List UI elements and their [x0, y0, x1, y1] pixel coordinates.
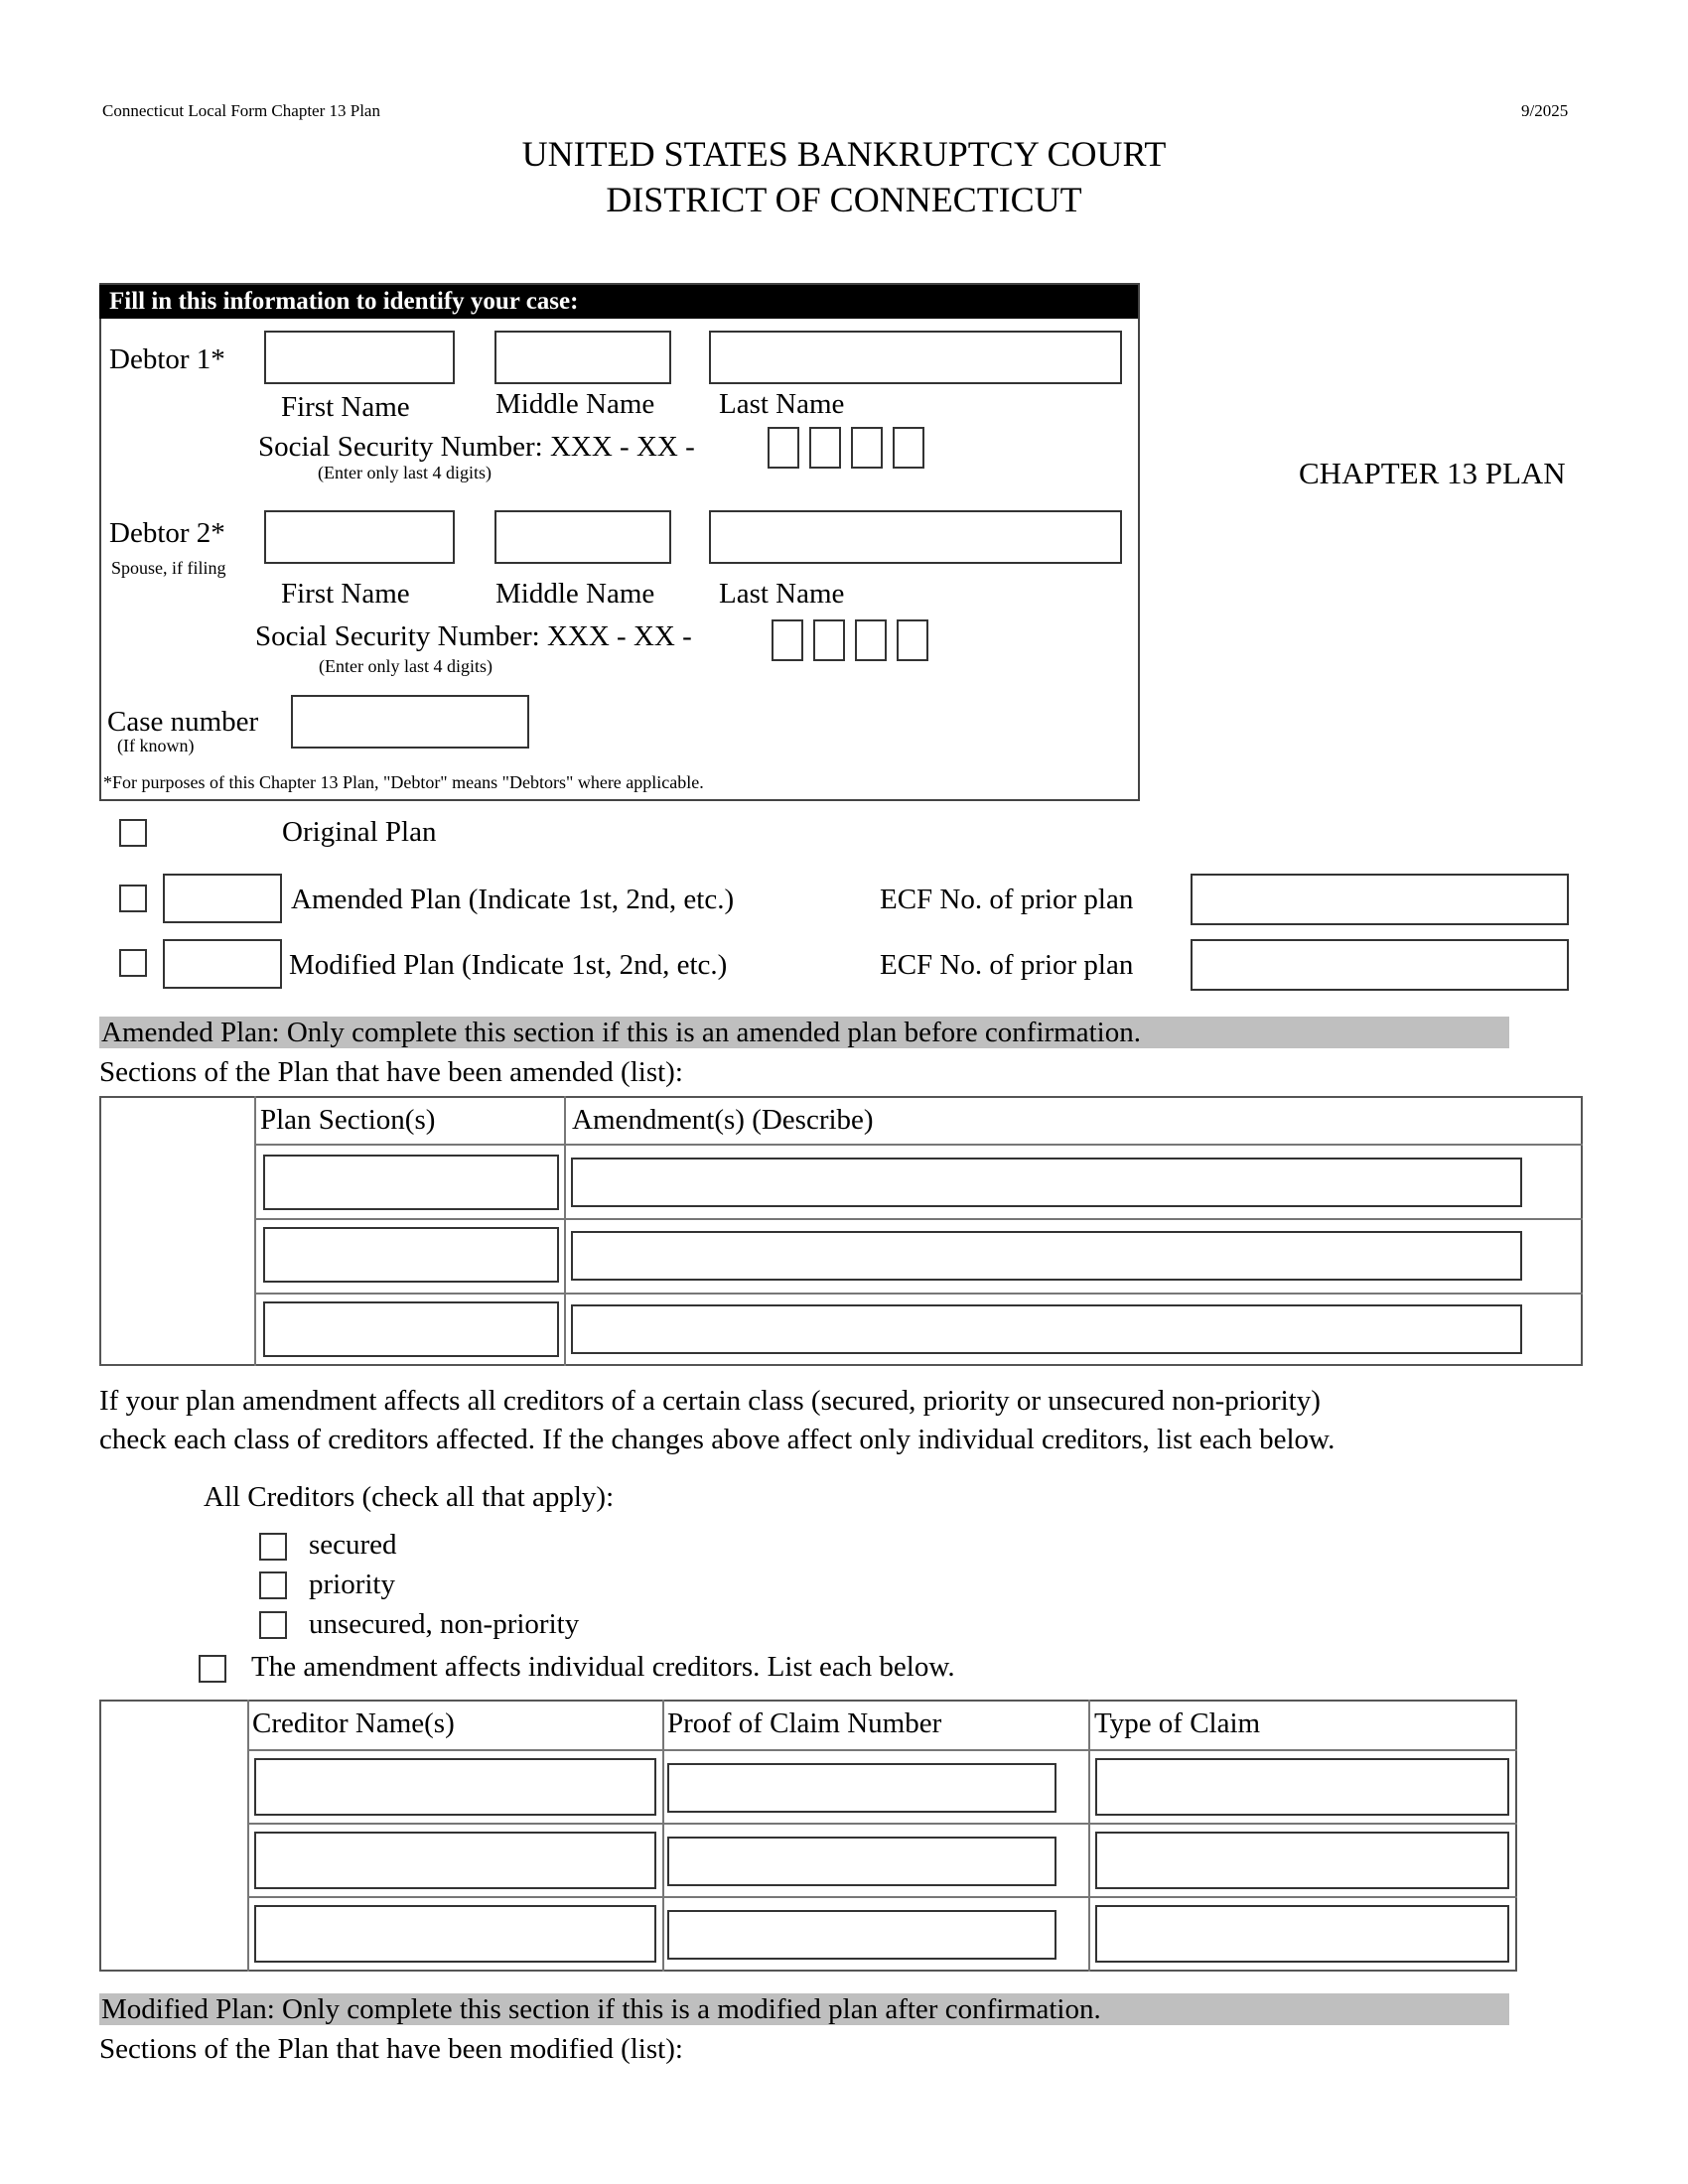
modified-plan-number-input[interactable]: [165, 941, 280, 987]
debtor1-ssn-digit-4[interactable]: [893, 427, 924, 469]
creditor-name-field-2[interactable]: [254, 1832, 656, 1889]
creditor-type-input-1[interactable]: [1097, 1760, 1507, 1814]
creditors-table-divider: [1088, 1700, 1090, 1972]
debtor1-ssn-label: Social Security Number: XXX - XX -: [258, 431, 695, 463]
creditors-col-claim-header: Proof of Claim Number: [667, 1707, 942, 1739]
amended-section-field-1[interactable]: [263, 1155, 559, 1210]
creditor-claim-input-3[interactable]: [669, 1912, 1055, 1958]
debtor2-ssn-digit-2[interactable]: [813, 619, 845, 661]
debtor-footnote: *For purposes of this Chapter 13 Plan, "Debtor" means "Debtors" where applicable.: [103, 772, 704, 792]
debtor2-middle-name-field[interactable]: [494, 510, 671, 564]
debtor2-ssn-digit-2-input[interactable]: [815, 621, 843, 659]
creditors-col-type-header: Type of Claim: [1094, 1707, 1261, 1739]
debtor1-label: Debtor 1*: [109, 343, 225, 375]
individual-creditors-checkbox[interactable]: [199, 1655, 226, 1683]
amended-description-input-1[interactable]: [573, 1160, 1520, 1205]
debtor1-ssn-digit-2-input[interactable]: [811, 429, 839, 467]
original-plan-label: Original Plan: [282, 816, 437, 848]
modified-ecf-label: ECF No. of prior plan: [880, 949, 1134, 981]
plan-title: CHAPTER 13 PLAN: [1299, 456, 1566, 490]
amended-plan-label: Amended Plan (Indicate 1st, 2nd, etc.): [291, 884, 735, 915]
creditors-table-divider: [247, 1700, 249, 1972]
secured-checkbox[interactable]: [259, 1533, 287, 1561]
amended-section-input-3[interactable]: [265, 1303, 557, 1355]
modified-sections-label: Sections of the Plan that have been modified (list):: [99, 2033, 683, 2065]
amended-description-input-2[interactable]: [573, 1233, 1520, 1279]
creditors-intro-line1: If your plan amendment affects all creditors of a certain class (secured, priority or unsecured non-priority): [99, 1385, 1321, 1417]
debtor2-ssn-hint: (Enter only last 4 digits): [319, 656, 492, 676]
amended-section-input-1[interactable]: [265, 1157, 557, 1208]
debtor1-first-name-label: First Name: [281, 391, 410, 423]
debtor2-ssn-digit-4-input[interactable]: [899, 621, 926, 659]
amended-table-divider: [254, 1293, 1583, 1295]
version-date: 9/2025: [1521, 101, 1569, 120]
creditor-claim-input-2[interactable]: [669, 1839, 1055, 1884]
debtor2-ssn-digit-3[interactable]: [855, 619, 887, 661]
creditors-table-divider: [662, 1700, 664, 1972]
form-name: Connecticut Local Form Chapter 13 Plan: [102, 101, 380, 120]
creditors-table-divider: [247, 1823, 1517, 1825]
all-creditors-label: All Creditors (check all that apply):: [204, 1481, 615, 1513]
amended-col-amendment-header: Amendment(s) (Describe): [572, 1104, 874, 1136]
amended-ecf-field[interactable]: [1191, 874, 1569, 925]
debtor2-ssn-digit-4[interactable]: [897, 619, 928, 661]
modified-plan-number-field[interactable]: [163, 939, 282, 989]
debtor1-ssn-digit-1[interactable]: [768, 427, 799, 469]
case-number-input[interactable]: [293, 697, 527, 747]
debtor2-first-name-label: First Name: [281, 578, 410, 610]
creditor-name-input-3[interactable]: [256, 1907, 654, 1961]
amended-section-input-2[interactable]: [265, 1229, 557, 1281]
individual-creditors-label: The amendment affects individual creditors. List each below.: [251, 1651, 955, 1683]
debtor1-middle-name-label: Middle Name: [495, 388, 655, 420]
priority-checkbox[interactable]: [259, 1571, 287, 1599]
creditor-claim-field-3[interactable]: [667, 1910, 1056, 1960]
modified-plan-checkbox[interactable]: [119, 949, 147, 977]
creditor-name-field-1[interactable]: [254, 1758, 656, 1816]
debtor2-label: Debtor 2*: [109, 517, 225, 549]
unsecured-label: unsecured, non-priority: [309, 1608, 580, 1640]
creditors-table-divider: [247, 1896, 1517, 1898]
amended-plan-number-field[interactable]: [163, 874, 282, 923]
debtor2-middle-name-label: Middle Name: [495, 578, 655, 610]
debtor1-ssn-digit-1-input[interactable]: [770, 429, 797, 467]
creditor-claim-field-2[interactable]: [667, 1837, 1056, 1886]
debtor2-last-name-input[interactable]: [711, 512, 1120, 562]
debtor2-last-name-label: Last Name: [719, 578, 845, 610]
debtor2-ssn-label: Social Security Number: XXX - XX -: [255, 620, 692, 652]
amended-description-field-2[interactable]: [571, 1231, 1522, 1281]
creditor-type-field-1[interactable]: [1095, 1758, 1509, 1816]
court-title-line1: UNITED STATES BANKRUPTCY COURT: [521, 134, 1167, 174]
amended-table-divider: [254, 1218, 1583, 1220]
creditor-claim-field-1[interactable]: [667, 1763, 1056, 1813]
creditor-type-input-3[interactable]: [1097, 1907, 1507, 1961]
amended-ecf-input[interactable]: [1193, 876, 1567, 923]
creditor-type-field-2[interactable]: [1095, 1832, 1509, 1889]
amended-col-section-header: Plan Section(s): [260, 1104, 436, 1136]
case-number-sublabel: (If known): [117, 736, 195, 755]
amended-table-divider: [254, 1096, 256, 1366]
debtor2-sublabel: Spouse, if filing: [111, 558, 226, 578]
debtor1-ssn-digit-2[interactable]: [809, 427, 841, 469]
debtor2-first-name-field[interactable]: [264, 510, 455, 564]
debtor1-ssn-digit-3-input[interactable]: [853, 429, 881, 467]
debtor1-ssn-digit-3[interactable]: [851, 427, 883, 469]
creditor-name-input-2[interactable]: [256, 1834, 654, 1887]
amended-plan-checkbox[interactable]: [119, 885, 147, 912]
amended-plan-number-input[interactable]: [165, 876, 280, 921]
debtor2-first-name-input[interactable]: [266, 512, 453, 562]
secured-label: secured: [309, 1529, 397, 1561]
debtor1-last-name-input[interactable]: [711, 333, 1120, 382]
debtor1-middle-name-field[interactable]: [494, 331, 671, 384]
creditor-name-input-1[interactable]: [256, 1760, 654, 1814]
amended-ecf-label: ECF No. of prior plan: [880, 884, 1134, 915]
priority-label: priority: [309, 1569, 395, 1600]
debtor1-ssn-hint: (Enter only last 4 digits): [318, 463, 492, 482]
creditor-claim-input-1[interactable]: [669, 1765, 1055, 1811]
debtor1-middle-name-input[interactable]: [496, 333, 669, 382]
unsecured-checkbox[interactable]: [259, 1611, 287, 1639]
amended-table-divider: [254, 1144, 1583, 1146]
original-plan-checkbox[interactable]: [119, 819, 147, 847]
creditors-table-divider: [247, 1749, 1517, 1751]
court-title-line2: DISTRICT OF CONNECTICUT: [606, 180, 1082, 219]
creditors-col-name-header: Creditor Name(s): [252, 1707, 455, 1739]
modified-section-banner: Modified Plan: Only complete this section if this is a modified plan after confirmation.: [99, 1993, 1509, 2025]
modified-ecf-field[interactable]: [1191, 939, 1569, 991]
case-info-heading: Fill in this information to identify your case:: [99, 285, 1138, 319]
debtor2-ssn-digit-1-input[interactable]: [774, 621, 801, 659]
debtor2-ssn-digit-1[interactable]: [772, 619, 803, 661]
amended-description-field-1[interactable]: [571, 1158, 1522, 1207]
amended-table-divider: [564, 1096, 566, 1366]
debtor2-last-name-field[interactable]: [709, 510, 1122, 564]
amended-section-banner: Amended Plan: Only complete this section if this is an amended plan before confirmation.: [99, 1017, 1509, 1048]
modified-plan-label: Modified Plan (Indicate 1st, 2nd, etc.): [289, 949, 728, 981]
debtor1-first-name-input[interactable]: [266, 333, 453, 382]
amended-description-field-3[interactable]: [571, 1304, 1522, 1354]
amended-section-field-2[interactable]: [263, 1227, 559, 1283]
creditors-intro-line2: check each class of creditors affected. If the changes above affect only individual creditors, list each below.: [99, 1424, 1336, 1455]
creditor-type-field-3[interactable]: [1095, 1905, 1509, 1963]
debtor2-middle-name-input[interactable]: [496, 512, 669, 562]
debtor1-last-name-label: Last Name: [719, 388, 845, 420]
debtor1-ssn-digit-4-input[interactable]: [895, 429, 922, 467]
modified-ecf-input[interactable]: [1193, 941, 1567, 989]
amended-description-input-3[interactable]: [573, 1306, 1520, 1352]
amended-sections-label: Sections of the Plan that have been amended (list):: [99, 1056, 683, 1088]
case-number-label: Case number: [107, 706, 259, 738]
case-number-field[interactable]: [291, 695, 529, 749]
debtor1-last-name-field[interactable]: [709, 331, 1122, 384]
debtor1-first-name-field[interactable]: [264, 331, 455, 384]
debtor2-ssn-digit-3-input[interactable]: [857, 621, 885, 659]
amended-section-field-3[interactable]: [263, 1301, 559, 1357]
creditor-name-field-3[interactable]: [254, 1905, 656, 1963]
creditor-type-input-2[interactable]: [1097, 1834, 1507, 1887]
